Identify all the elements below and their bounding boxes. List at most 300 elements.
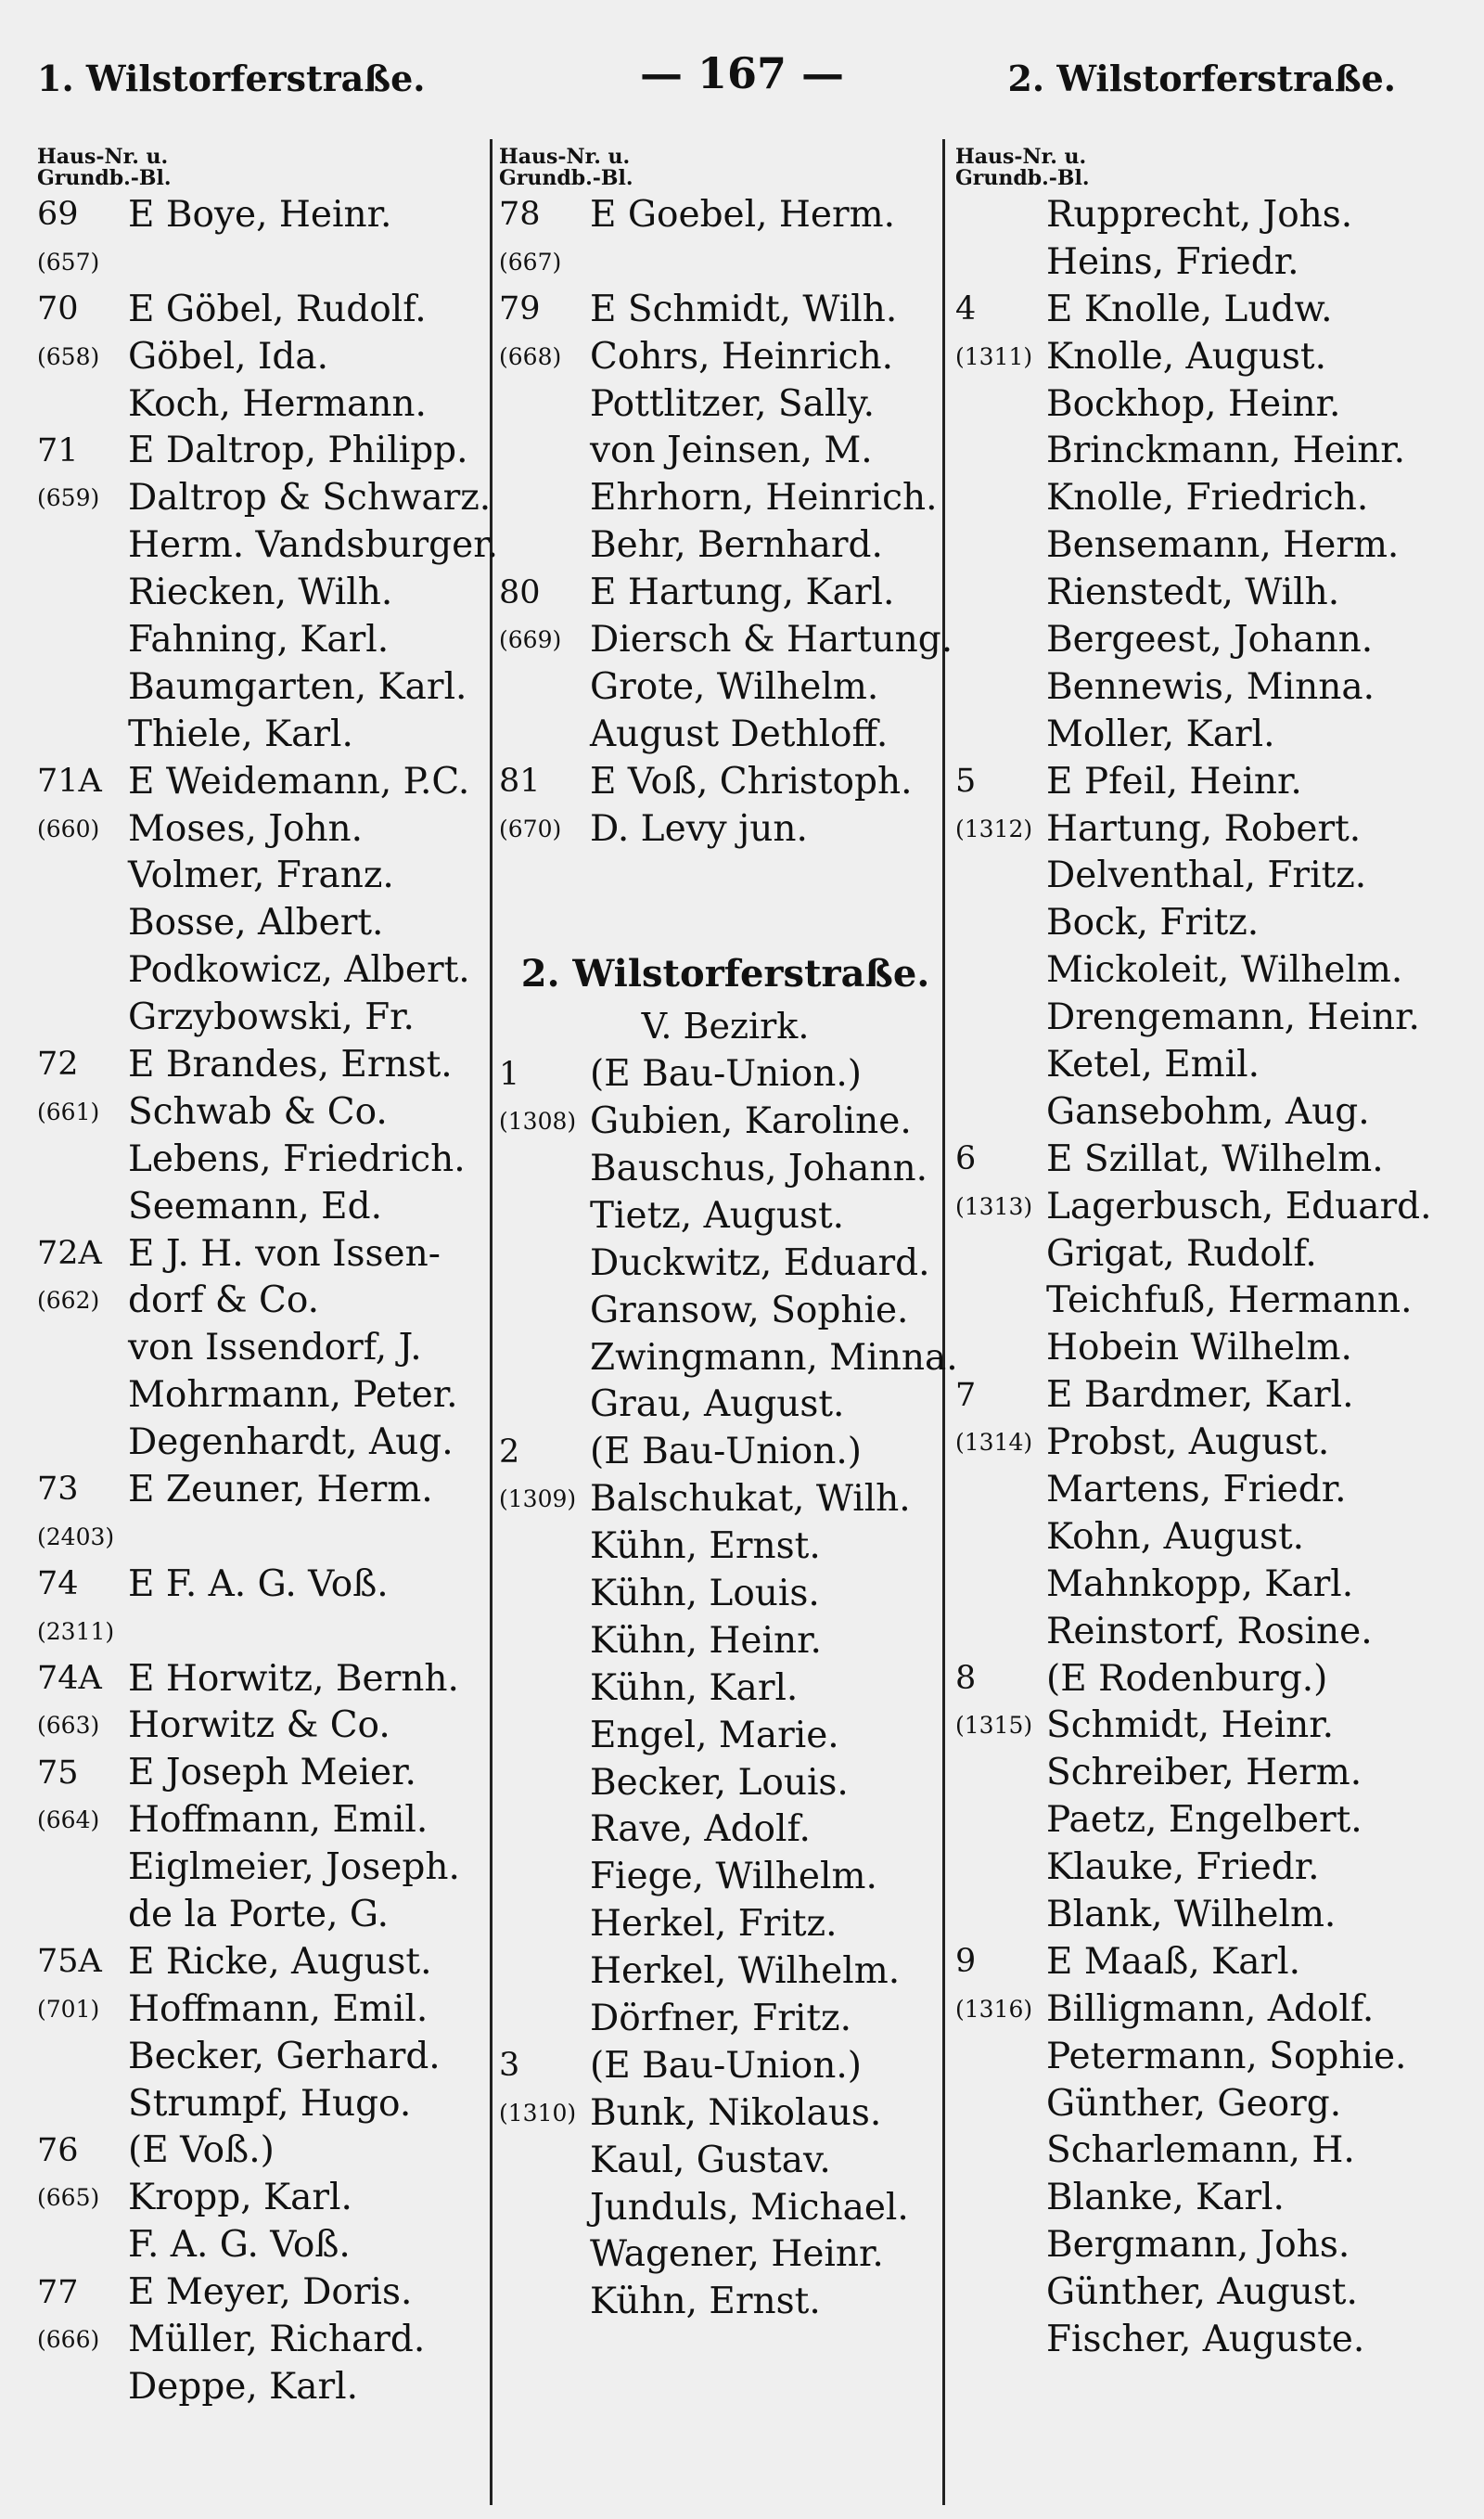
resident-name: E Szillat, Wilhelm.	[1046, 1137, 1384, 1180]
resident-name: E Horwitz, Bernh.	[128, 1657, 459, 1700]
list-item	[37, 569, 492, 616]
resident-name: von Issendorf, J.	[128, 1327, 422, 1369]
list-item	[955, 899, 1461, 946]
list-item	[37, 711, 492, 758]
resident-name: Riecken, Wilh.	[128, 572, 393, 614]
resident-name: Rienstedt, Wilh.	[1046, 572, 1340, 614]
list-item	[499, 1759, 952, 1806]
list-item	[955, 2174, 1461, 2221]
house-number: 3	[499, 2047, 520, 2085]
resident-name: F. A. G. Voß.	[128, 2224, 351, 2267]
list-item	[499, 191, 952, 238]
list-item	[955, 2268, 1461, 2316]
list-item	[37, 1938, 492, 1986]
resident-name: Teichfuß, Hermann.	[1046, 1279, 1413, 1322]
house-number: (1312)	[955, 815, 1033, 842]
resident-name: Becker, Louis.	[590, 1761, 849, 1804]
house-number: 5	[955, 763, 977, 801]
list-item	[499, 1853, 952, 1900]
resident-name: Bergmann, Johs.	[1046, 2224, 1350, 2267]
house-number: 2	[499, 1433, 520, 1471]
column-1	[37, 145, 498, 2410]
column-head-line1: Haus-Nr. u.	[37, 145, 169, 169]
list-item	[499, 1145, 952, 1192]
list-item	[499, 2042, 952, 2089]
list-item	[499, 1287, 952, 1334]
resident-name: Bock, Fritz.	[1046, 902, 1260, 945]
list-item	[37, 1561, 492, 1608]
list-item	[499, 1570, 952, 1617]
list-item	[37, 333, 492, 380]
list-item	[955, 1466, 1461, 1513]
column-head	[37, 147, 492, 191]
resident-name: Kühn, Ernst.	[590, 2281, 821, 2323]
list-item	[37, 1041, 492, 1088]
list-item	[499, 758, 952, 805]
list-item	[37, 2221, 492, 2268]
house-number: (1309)	[499, 1485, 577, 1513]
resident-name: Hoffmann, Emil.	[128, 1987, 429, 2030]
resident-name: Thiele, Karl.	[128, 713, 353, 755]
resident-name: Wagener, Heinr.	[590, 2233, 884, 2276]
list-item	[499, 663, 952, 711]
resident-name: Baumgarten, Karl.	[128, 665, 467, 708]
list-item	[499, 1334, 958, 1382]
house-number: (663)	[37, 1712, 100, 1740]
house-number: 78	[499, 196, 541, 234]
house-number: (1315)	[955, 1712, 1033, 1740]
list-item	[499, 1240, 952, 1287]
resident-name: Billigmann, Adolf.	[1046, 1987, 1375, 2030]
column-head-line1: Haus-Nr. u.	[955, 145, 1087, 169]
resident-name: Brinckmann, Heinr.	[1046, 430, 1406, 472]
resident-name: Becker, Gerhard.	[128, 2035, 441, 2077]
resident-name: (E Bau-Union.)	[590, 1053, 862, 1096]
resident-name: Günther, Georg.	[1046, 2082, 1342, 2125]
resident-name: Martens, Friedr.	[1046, 1468, 1347, 1510]
house-number: 74	[37, 1565, 79, 1603]
house-number: (665)	[37, 2184, 100, 2212]
list-item	[499, 1475, 952, 1523]
column-head-line2: Grundb.-Bl.	[499, 166, 633, 190]
column-head-line2: Grundb.-Bl.	[37, 166, 172, 190]
resident-name: Fischer, Auguste.	[1046, 2319, 1365, 2361]
resident-name: Hoffmann, Emil.	[128, 1799, 429, 1842]
list-item	[955, 711, 1461, 758]
list-item	[499, 569, 952, 616]
entry-list	[499, 1050, 958, 2325]
resident-name: Podkowicz, Albert.	[128, 949, 470, 992]
resident-name: Delventhal, Fritz.	[1046, 855, 1367, 897]
house-number: 80	[499, 573, 541, 611]
page-header	[0, 48, 1484, 104]
resident-name: Blanke, Karl.	[1046, 2177, 1285, 2219]
resident-name: E Knolle, Ludw.	[1046, 288, 1333, 330]
resident-name: Gubien, Karoline.	[590, 1100, 912, 1143]
list-item	[37, 1891, 492, 1938]
list-item	[37, 994, 492, 1041]
resident-name: Mickoleit, Wilhelm.	[1046, 949, 1403, 992]
resident-name: Lagerbusch, Eduard.	[1046, 1185, 1432, 1227]
resident-name: E Brandes, Ernst.	[128, 1043, 453, 1086]
house-number: 74A	[37, 1660, 102, 1698]
resident-name: E Bardmer, Karl.	[1046, 1374, 1354, 1417]
house-number: 7	[955, 1376, 977, 1414]
list-item	[955, 1986, 1461, 2033]
list-item	[955, 2127, 1461, 2175]
list-item	[499, 711, 952, 758]
list-item	[955, 1844, 1461, 1891]
resident-name: Ketel, Emil.	[1046, 1043, 1260, 1086]
list-item	[955, 1088, 1461, 1136]
list-item	[955, 333, 1461, 380]
resident-name: Hobein Wilhelm.	[1046, 1327, 1352, 1369]
list-item	[37, 2127, 492, 2175]
resident-name: Schwab & Co.	[128, 1090, 388, 1133]
resident-name: Bensemann, Herm.	[1046, 524, 1400, 567]
house-number: 71	[37, 431, 79, 469]
column-head-line2: Grundb.-Bl.	[955, 166, 1090, 190]
resident-name: Grote, Wilhelm.	[590, 665, 879, 708]
resident-name: Bennewis, Minna.	[1046, 665, 1375, 708]
house-number: (701)	[37, 1995, 100, 2023]
list-item	[37, 380, 492, 428]
list-item	[955, 1277, 1461, 1324]
resident-name: Moses, John.	[128, 807, 364, 850]
resident-name: Duckwitz, Eduard.	[590, 1241, 930, 1284]
column-3	[955, 147, 1461, 2363]
resident-name: Probst, August.	[1046, 1421, 1330, 1464]
resident-name: E Voß, Christoph.	[590, 760, 913, 803]
resident-name: E F. A. G. Voß.	[128, 1562, 389, 1605]
list-item	[955, 238, 1461, 286]
list-item	[499, 380, 952, 428]
resident-name: (E Voß.)	[128, 2129, 275, 2172]
resident-name: E Zeuner, Herm.	[128, 1468, 433, 1510]
resident-name: Moller, Karl.	[1046, 713, 1275, 755]
list-item	[499, 1098, 952, 1145]
resident-name: (E Rodenburg.)	[1046, 1657, 1328, 1700]
list-item	[37, 1844, 492, 1891]
column-head	[955, 147, 1461, 191]
house-number: (668)	[499, 342, 562, 370]
resident-name: Degenhardt, Aug.	[128, 1421, 454, 1464]
resident-name: E Pfeil, Heinr.	[1046, 760, 1302, 803]
house-number: 73	[37, 1471, 79, 1509]
list-item	[499, 1428, 952, 1475]
resident-name: E Maaß, Karl.	[1046, 1940, 1301, 1983]
entry-list	[955, 191, 1461, 2363]
resident-name: Horwitz & Co.	[128, 1704, 390, 1747]
column-head-line1: Haus-Nr. u.	[499, 145, 631, 169]
resident-name: Knolle, August.	[1046, 335, 1327, 378]
resident-name: Bockhop, Heinr.	[1046, 382, 1341, 425]
header-right-street: 2. Wilstorferstraße.	[1007, 58, 1396, 99]
list-item	[955, 805, 1461, 853]
resident-name: Klauke, Friedr.	[1046, 1846, 1320, 1889]
list-item	[37, 1277, 492, 1324]
list-item	[37, 474, 492, 521]
list-item	[37, 1230, 492, 1278]
list-item	[955, 1324, 1461, 1371]
list-item	[955, 1136, 1461, 1183]
resident-name: Kaul, Gustav.	[590, 2139, 831, 2181]
resident-name: Blank, Wilhelm.	[1046, 1894, 1337, 1935]
resident-name: E Daltrop, Philipp.	[128, 430, 468, 472]
list-item	[955, 1796, 1461, 1844]
list-item	[499, 474, 952, 521]
list-item	[37, 2268, 492, 2316]
resident-name: Kühn, Louis.	[590, 1572, 820, 1614]
resident-name: E Schmidt, Wilh.	[590, 288, 898, 330]
list-item	[37, 1986, 492, 2033]
entry-list	[499, 191, 952, 852]
list-item	[955, 427, 1461, 474]
resident-name: Schmidt, Heinr.	[1046, 1704, 1335, 1747]
list-item	[37, 2033, 492, 2080]
resident-name: Ehrhorn, Heinrich.	[590, 477, 938, 520]
list-item	[37, 805, 492, 853]
list-item	[499, 286, 952, 333]
resident-name: Schreiber, Herm.	[1046, 1752, 1362, 1794]
resident-name: Deppe, Karl.	[128, 2365, 359, 2408]
house-number: (1310)	[499, 2099, 577, 2127]
house-number: (660)	[37, 815, 100, 842]
resident-name: Bunk, Nikolaus.	[590, 2091, 882, 2134]
list-item	[955, 1655, 1461, 1703]
list-item	[955, 1041, 1461, 1088]
resident-name: Herm. Vandsburger.	[128, 524, 498, 567]
resident-name: Rave, Adolf.	[590, 1808, 811, 1851]
house-number: (2403)	[37, 1523, 115, 1550]
house-number: 72	[37, 1046, 79, 1084]
resident-name: E Göbel, Rudolf.	[128, 288, 427, 330]
list-item	[37, 2363, 492, 2410]
list-item	[37, 286, 492, 333]
list-item	[955, 2033, 1461, 2080]
list-item	[499, 1381, 952, 1428]
house-number: (661)	[37, 1098, 100, 1125]
house-number: 75	[37, 1754, 79, 1792]
resident-name: Diersch & Hartung.	[590, 618, 953, 661]
resident-name: (E Bau-Union.)	[590, 1431, 862, 1473]
section-district: V. Bezirk.	[641, 1006, 810, 1047]
resident-name: Kühn, Heinr.	[590, 1619, 822, 1662]
resident-name: Bosse, Albert.	[128, 902, 384, 945]
resident-name: Reinstorf, Rosine.	[1046, 1610, 1373, 1652]
list-item	[499, 2089, 952, 2137]
house-number: (1314)	[955, 1429, 1033, 1457]
list-item	[955, 286, 1461, 333]
house-number: 70	[37, 290, 79, 328]
house-number: 72A	[37, 1235, 102, 1273]
list-item	[955, 994, 1461, 1041]
resident-name: Grau, August.	[590, 1383, 845, 1426]
list-item	[499, 1192, 952, 1240]
list-item	[955, 1183, 1461, 1230]
list-item	[37, 616, 492, 663]
resident-name: Petermann, Sophie.	[1046, 2035, 1407, 2077]
list-item	[37, 1655, 492, 1703]
list-item	[37, 1419, 492, 1466]
resident-name: Paetz, Engelbert.	[1046, 1799, 1362, 1842]
resident-name: E Hartung, Karl.	[590, 572, 895, 614]
house-number: (667)	[499, 248, 562, 276]
resident-name: Tietz, August.	[590, 1194, 845, 1237]
list-item	[955, 663, 1461, 711]
list-item	[37, 852, 492, 899]
list-item	[955, 521, 1461, 569]
list-item	[955, 191, 1461, 238]
resident-name: Bauschus, Johann.	[590, 1147, 928, 1189]
resident-name: Rupprecht, Johs.	[1046, 193, 1353, 236]
resident-name: Fahning, Karl.	[128, 618, 390, 661]
resident-name: Grzybowski, Fr.	[128, 996, 415, 1039]
list-item	[955, 946, 1461, 994]
resident-name: E J. H. von Issen-	[128, 1232, 441, 1275]
list-item	[37, 1466, 492, 1513]
list-item	[499, 1523, 952, 1570]
resident-name: Behr, Bernhard.	[590, 524, 883, 567]
list-item	[499, 1617, 952, 1664]
list-item	[955, 758, 1461, 805]
resident-name: Kühn, Ernst.	[590, 1525, 821, 1568]
resident-name: Herkel, Wilhelm.	[590, 1950, 901, 1993]
house-number: (657)	[37, 248, 100, 276]
resident-name: Junduls, Michael.	[590, 2186, 909, 2229]
resident-name: Dörfner, Fritz.	[590, 1998, 851, 2039]
list-item	[499, 333, 952, 380]
list-item	[499, 1050, 952, 1098]
house-number: 1	[499, 1055, 520, 1093]
resident-name: E Boye, Heinr.	[128, 193, 392, 236]
house-number: (1311)	[955, 342, 1033, 370]
list-item	[955, 2221, 1461, 2268]
resident-name: Lebens, Friedrich.	[128, 1137, 466, 1180]
list-item	[955, 474, 1461, 521]
list-item	[499, 1664, 952, 1712]
resident-name: Knolle, Friedrich.	[1046, 477, 1369, 520]
list-item	[955, 2080, 1461, 2127]
resident-name: Grigat, Rudolf.	[1046, 1232, 1317, 1275]
resident-name: E Joseph Meier.	[128, 1752, 416, 1794]
house-number: (666)	[37, 2326, 100, 2354]
spacer	[499, 852, 952, 899]
resident-name: August Dethloff.	[590, 713, 889, 755]
resident-name: Balschukat, Wilh.	[590, 1478, 911, 1521]
list-item	[955, 1703, 1461, 1750]
resident-name: Seemann, Ed.	[128, 1185, 382, 1227]
resident-name: Pottlitzer, Sally.	[590, 382, 876, 425]
resident-name: E Ricke, August.	[128, 1940, 432, 1983]
resident-name: Herkel, Fritz.	[590, 1903, 838, 1946]
list-item	[499, 427, 952, 474]
resident-name: Engel, Marie.	[590, 1714, 839, 1756]
house-number: (1308)	[499, 1108, 577, 1136]
resident-name: dorf & Co.	[128, 1279, 320, 1322]
list-item	[955, 1938, 1461, 1986]
house-number: (1313)	[955, 1192, 1033, 1220]
list-item	[499, 1806, 952, 1854]
resident-name: E Goebel, Herm.	[590, 193, 896, 236]
list-item	[37, 2080, 492, 2127]
resident-name: von Jeinsen, M.	[590, 430, 873, 472]
resident-name: Daltrop & Schwarz.	[128, 477, 492, 520]
resident-name: Koch, Hermann.	[128, 382, 427, 425]
list-item	[37, 1608, 492, 1655]
list-item	[499, 2137, 952, 2184]
list-item	[499, 521, 952, 569]
resident-name: Kropp, Karl.	[128, 2177, 352, 2219]
house-number: (664)	[37, 1806, 100, 1834]
list-item	[955, 616, 1461, 663]
list-item	[499, 2278, 952, 2325]
resident-name: Müller, Richard.	[128, 2319, 426, 2361]
house-number: (670)	[499, 815, 562, 842]
spacer	[499, 899, 952, 946]
entry-list	[37, 191, 498, 2410]
list-item	[955, 1513, 1461, 1561]
resident-name: Göbel, Ida.	[128, 335, 328, 378]
list-item	[499, 616, 952, 663]
list-item	[955, 1371, 1461, 1419]
house-number: 76	[37, 2131, 79, 2169]
house-number: 6	[955, 1140, 977, 1178]
resident-name: Kühn, Karl.	[590, 1666, 799, 1709]
list-item	[37, 1088, 492, 1136]
resident-name: Mahnkopp, Karl.	[1046, 1562, 1354, 1605]
resident-name: E Meyer, Doris.	[128, 2271, 413, 2314]
column-head	[499, 147, 952, 191]
resident-name: Drengemann, Heinr.	[1046, 996, 1420, 1039]
resident-name: (E Bau-Union.)	[590, 2044, 862, 2087]
house-number: (669)	[499, 625, 562, 653]
house-number: 69	[37, 196, 79, 234]
list-item	[499, 1900, 952, 1947]
list-item	[37, 191, 492, 238]
list-item	[37, 1371, 492, 1419]
house-number: 81	[499, 763, 541, 801]
house-number: 71A	[37, 763, 102, 801]
list-item	[37, 1796, 492, 1844]
list-item	[37, 1183, 492, 1230]
resident-name: D. Levy jun.	[590, 807, 808, 850]
list-item	[955, 1230, 1461, 1278]
resident-name: Mohrmann, Peter.	[128, 1374, 458, 1417]
house-number: 77	[37, 2273, 79, 2311]
list-item	[37, 2174, 492, 2221]
resident-name: de la Porte, G.	[128, 1894, 390, 1935]
column-2	[499, 145, 958, 2325]
list-item	[37, 663, 492, 711]
list-item	[499, 2231, 952, 2279]
list-item	[955, 569, 1461, 616]
list-item	[955, 1891, 1461, 1938]
resident-name: E Weidemann, P.C.	[128, 760, 470, 803]
resident-name: Heins, Friedr.	[1046, 240, 1299, 283]
resident-name: Cohrs, Heinrich.	[590, 335, 894, 378]
house-number: 4	[955, 290, 977, 328]
resident-name: Kohn, August.	[1046, 1515, 1305, 1558]
list-item	[955, 380, 1461, 428]
list-item	[37, 758, 492, 805]
list-item	[37, 427, 492, 474]
resident-name: Fiege, Wilhelm.	[590, 1856, 877, 1898]
resident-name: Scharlemann, H.	[1046, 2129, 1355, 2172]
list-item	[37, 1513, 492, 1561]
house-number: 75A	[37, 1943, 102, 1981]
house-number: 9	[955, 1943, 977, 1981]
